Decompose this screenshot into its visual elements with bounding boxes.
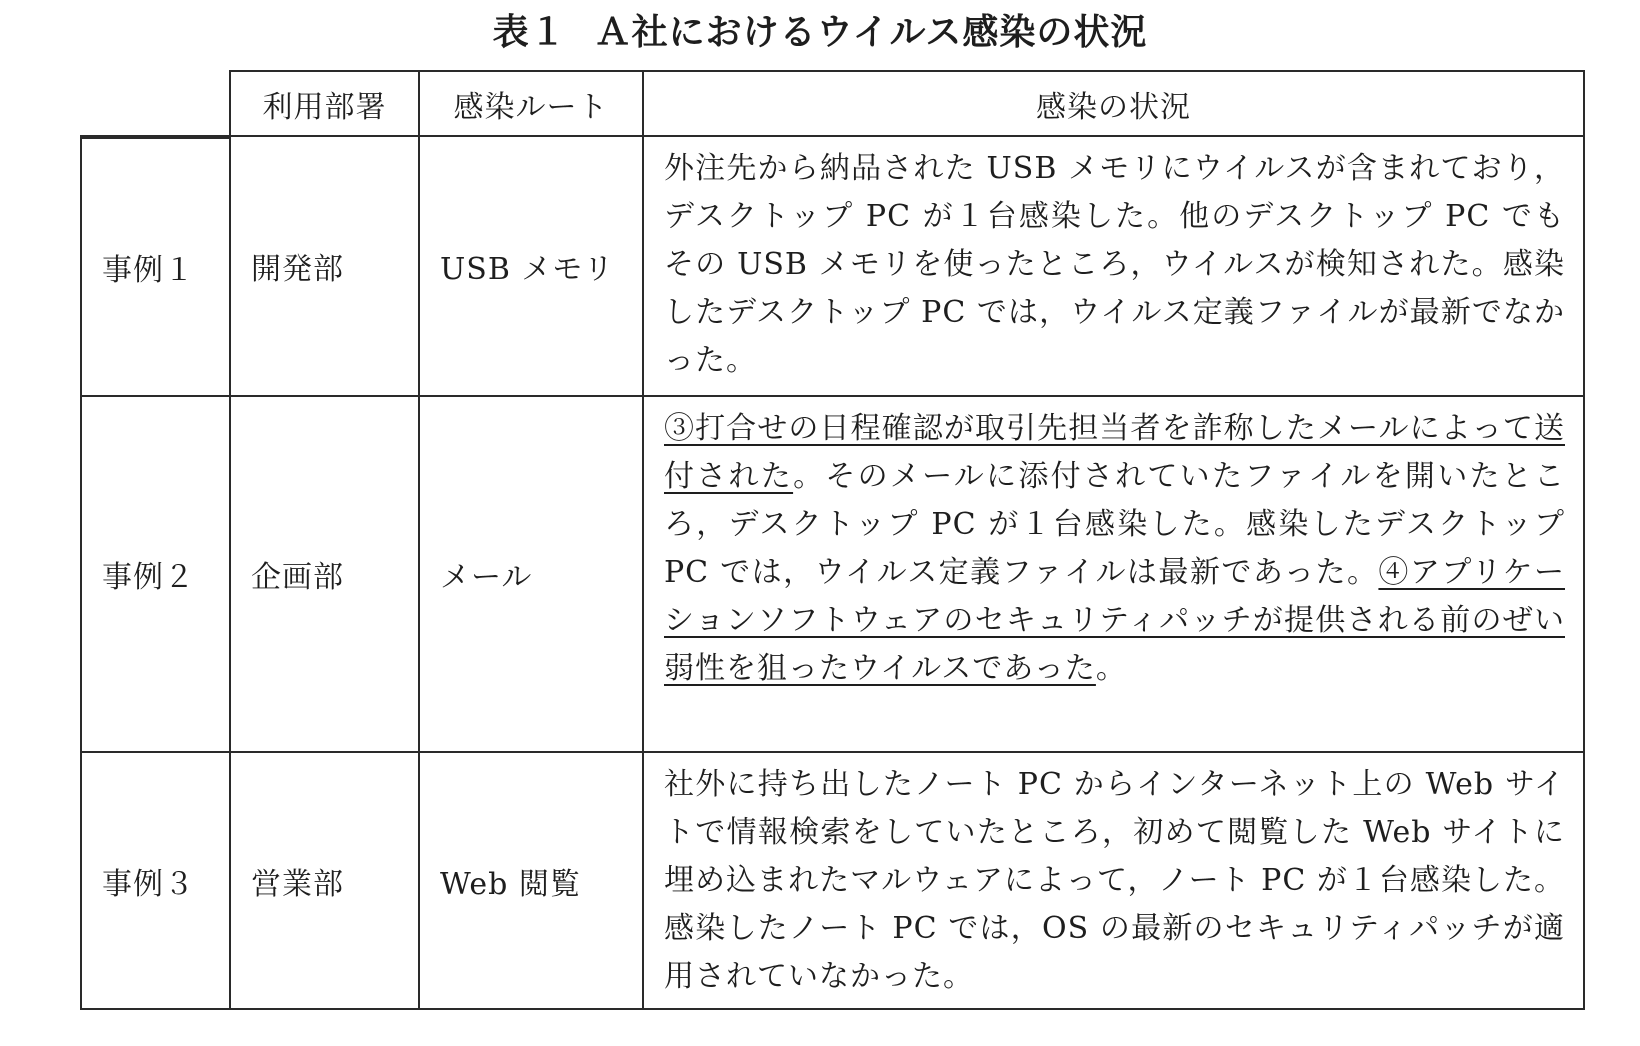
route-2: メール: [420, 397, 644, 753]
table-caption: [0, 8, 1640, 58]
case-label-1: 事例１: [80, 137, 231, 397]
table-number: 表１: [492, 12, 567, 53]
situation-1: [644, 137, 1585, 397]
underlined-passage-4: ④アプリケーションソフトウェアのセキュリティパッチが提供される前のぜい弱性を狙ったウイルスであった: [664, 555, 1565, 686]
situation-1-text: 外注先から納品された USB メモリにウイルスが含まれており，デスクトップ PC が１台感染した。他のデスクトップ PC でもその USB メモリを使ったところ，ウイルスが検知された。感染したデスクトップ PC では，ウイルス定義ファイルが最新でなかった。: [664, 151, 1565, 378]
case-label-2: 事例２: [80, 397, 231, 753]
underlined-passage-3: ③打合せの日程確認が取引先担当者を詐称したメールによって送付された: [664, 411, 1565, 494]
header-corner: [80, 70, 231, 137]
department-2: 企画部: [231, 397, 420, 753]
department-3: 営業部: [231, 753, 420, 1010]
situation-2-text: 。そのメールに添付されていたファイルを開いたところ，デスクトップ PC が１台感染した。感染したデスクトップ PC では，ウイルス定義ファイルは最新であった。: [664, 459, 1566, 590]
situation-3: [644, 753, 1585, 1010]
route-1: USB メモリ: [420, 137, 644, 397]
situation-2: [644, 397, 1585, 753]
situation-3-text: 社外に持ち出したノート PC からインターネット上の Web サイトで情報検索をしていたところ，初めて閲覧した Web サイトに埋め込まれたマルウェアによって，ノート PC が１台感染した。感染したノート PC では，OS の最新のセキュリティパッチが適用されていなかった。: [664, 767, 1565, 994]
department-1: 開発部: [231, 137, 420, 397]
table-title: Ａ社におけるウイルス感染の状況: [594, 12, 1148, 53]
case-label-3: 事例３: [80, 753, 231, 1010]
situation-2-end: 。: [1095, 651, 1127, 686]
header-department: 利用部署: [231, 70, 420, 137]
header-situation: 感染の状況: [644, 70, 1585, 137]
virus-infection-table: [80, 70, 1585, 1010]
route-3: Web 閲覧: [420, 753, 644, 1010]
header-route: 感染ルート: [420, 70, 644, 137]
